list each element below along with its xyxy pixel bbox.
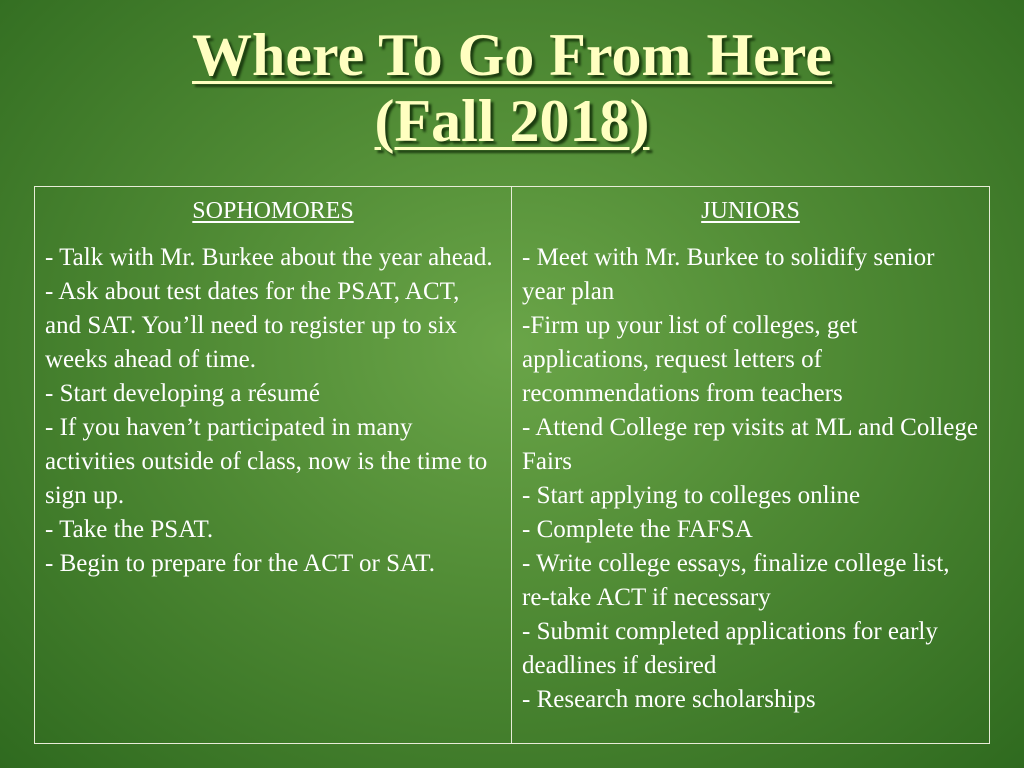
sophomores-list xyxy=(45,241,501,581)
list-item: - If you haven’t participated in many activities outside of class, now is the time to sign up. xyxy=(45,414,488,509)
list-item: - Talk with Mr. Burkee about the year ahead. xyxy=(45,244,493,271)
slide-title xyxy=(0,22,1024,154)
plan-table xyxy=(34,186,990,744)
list-item: - Meet with Mr. Burkee to solidify senior year plan xyxy=(522,244,935,305)
list-item: - Research more scholarships xyxy=(522,686,816,713)
list-item: - Write college essays, finalize college list, re-take ACT if necessary xyxy=(522,550,950,611)
slide-title-line-1: Where To Go From Here xyxy=(192,22,832,88)
juniors-header: JUNIORS xyxy=(701,198,800,224)
list-item: - Take the PSAT. xyxy=(45,516,214,543)
list-item: - Begin to prepare for the ACT or SAT. xyxy=(45,550,435,577)
list-item: - Submit completed applications for early deadlines if desired xyxy=(522,618,938,679)
slide-title-line-2: (Fall 2018) xyxy=(374,88,650,154)
list-item: - Complete the FAFSA xyxy=(522,516,753,543)
list-item: - Ask about test dates for the PSAT, ACT, and SAT. You’ll need to register up to six weeks ahead of time. xyxy=(45,278,460,373)
list-item: - Attend College rep visits at ML and College Fairs xyxy=(522,414,978,475)
list-item: - Start developing a résumé xyxy=(45,380,320,407)
list-item: - Start applying to colleges online xyxy=(522,482,861,509)
sophomores-column xyxy=(35,187,512,743)
list-item: -Firm up your list of colleges, get applications, request letters of recommendations from teachers xyxy=(522,312,858,407)
juniors-column xyxy=(512,187,989,743)
sophomores-header: SOPHOMORES xyxy=(192,198,354,224)
juniors-list xyxy=(522,241,979,717)
